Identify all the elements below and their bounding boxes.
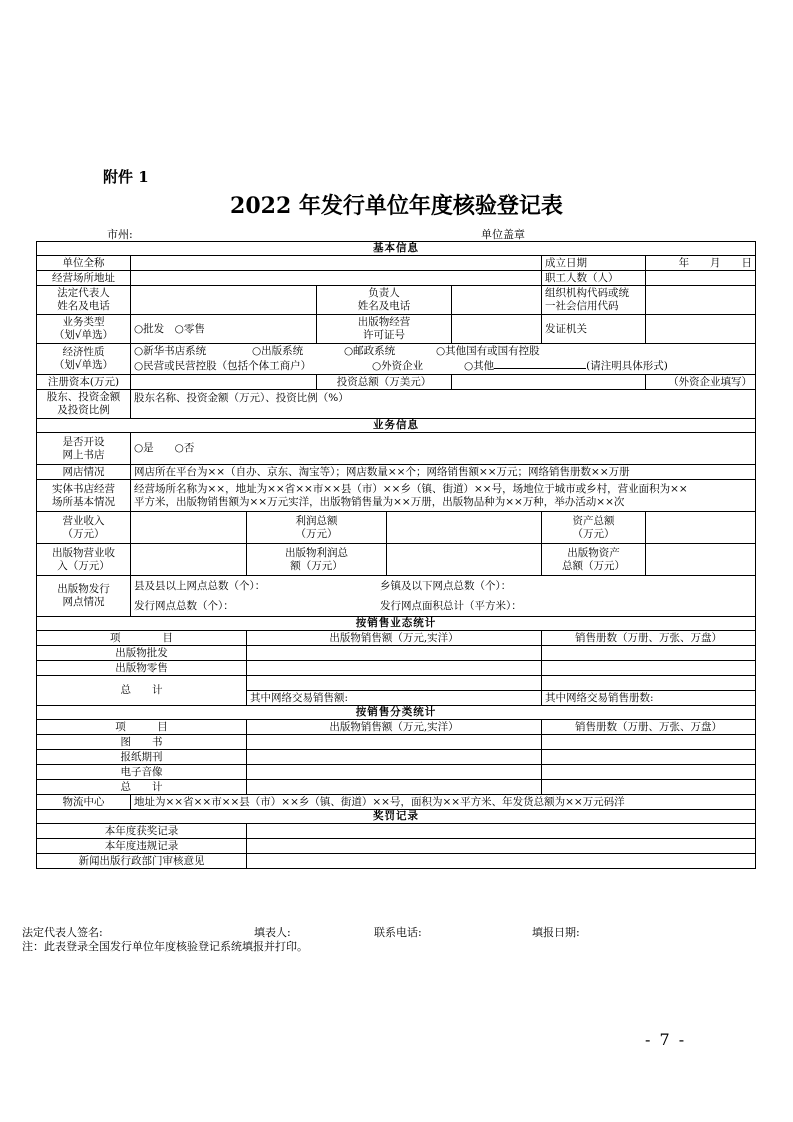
- invest-total-field[interactable]: [452, 375, 646, 390]
- format-retail-volume[interactable]: [542, 661, 756, 676]
- review-label: 新闻出版行政部门审核意见: [37, 854, 247, 869]
- econ-option-xinhua[interactable]: ○新华书店系统: [134, 345, 207, 357]
- pub-profit-field[interactable]: [387, 544, 542, 576]
- org-code-field[interactable]: [646, 286, 756, 315]
- category-books-amount[interactable]: [247, 735, 542, 750]
- econ-other-blank[interactable]: [494, 358, 586, 369]
- format-online-volume[interactable]: 其中网络交易销售册数:: [542, 691, 756, 706]
- category-volume-header: 销售册数（万册、万张、万盘）: [542, 720, 756, 735]
- revenue-field[interactable]: [131, 512, 247, 544]
- econ-option-state[interactable]: ○其他国有或国有控股: [436, 345, 540, 357]
- manager-field[interactable]: [452, 286, 542, 315]
- wholesale-radio[interactable]: ○批发: [134, 322, 165, 335]
- physical-store-field[interactable]: 经营场所名称为××，地址为××省××市××县（市）××乡（镇、街道）××号，场地位于城市或乡村，营业面积为×× 平方米，出版物销售额为××万元实洋，出版物销售量为××万册，出版物品种为××万种，举办活动××次: [131, 480, 756, 512]
- category-row-periodicals: 报纸期刊: [37, 750, 247, 765]
- issuer-field[interactable]: [646, 315, 756, 344]
- section-sales-format: 按销售业态统计: [37, 617, 756, 631]
- invest-total-label: 投资总额（万美元）: [317, 375, 452, 390]
- shareholders-field[interactable]: 股东名称、投资金额（万元）、投资比例（%）: [131, 390, 756, 419]
- format-wholesale-amount[interactable]: [247, 646, 542, 661]
- legal-sign-label: 法定代表人签名:: [22, 926, 103, 939]
- section-sales-category: 按销售分类统计: [37, 706, 756, 720]
- outlets-label: 出版物发行 网点情况: [37, 576, 131, 617]
- format-row-wholesale: 出版物批发: [37, 646, 247, 661]
- category-av-amount[interactable]: [247, 765, 542, 780]
- online-status-field[interactable]: 网店所在平台为××（自办、京东、淘宝等）；网店数量××个；网络销售额××万元；网络销售册数××万册: [131, 465, 756, 480]
- form-title: 2022 年发行单位年度核验登记表: [230, 193, 563, 219]
- profit-label: 利润总额 （万元）: [247, 512, 387, 544]
- physical-store-label: 实体书店经营 场所基本情况: [37, 480, 131, 512]
- online-store-label: 是否开设 网上书店: [37, 433, 131, 465]
- category-row-av: 电子音像: [37, 765, 247, 780]
- econ-option-private[interactable]: ○民营或民营控股（包括个体工商户）: [134, 360, 312, 372]
- biz-type-options[interactable]: [131, 315, 317, 344]
- license-field[interactable]: [452, 315, 542, 344]
- format-item-header: 项 目: [37, 631, 247, 646]
- section-basic: 基本信息: [37, 242, 756, 256]
- category-books-volume[interactable]: [542, 735, 756, 750]
- outlets-total-field[interactable]: 发行网点总数（个）：: [134, 599, 234, 612]
- section-business: 业务信息: [37, 419, 756, 433]
- category-item-header: 项 目: [37, 720, 247, 735]
- category-amount-header: 出版物销售额（万元,实洋）: [247, 720, 542, 735]
- category-row-total: 总 计: [37, 780, 247, 795]
- org-code-label: 组织机构代码或统 一社会信用代码: [542, 286, 646, 315]
- econ-nature-options[interactable]: [131, 344, 756, 375]
- founded-date-field[interactable]: 年 月 日: [646, 256, 756, 271]
- pub-revenue-field[interactable]: [131, 544, 247, 576]
- econ-option-publishing[interactable]: ○出版系统: [252, 345, 304, 357]
- econ-option-foreign[interactable]: ○外资企业: [372, 360, 424, 372]
- category-row-books: 图 书: [37, 735, 247, 750]
- online-no-radio[interactable]: ○否: [174, 442, 195, 454]
- category-av-volume[interactable]: [542, 765, 756, 780]
- violations-field[interactable]: [247, 839, 756, 854]
- unit-name-label: 单位全称: [37, 256, 131, 271]
- registration-form: [36, 241, 755, 922]
- founded-date-label: 成立日期: [542, 256, 646, 271]
- phone-label: 联系电话:: [374, 926, 422, 939]
- econ-nature-label: 经济性质 （划√单选）: [37, 344, 131, 375]
- address-label: 经营场所地址: [37, 271, 131, 286]
- retail-radio[interactable]: ○零售: [174, 322, 205, 335]
- category-total-volume[interactable]: [542, 780, 756, 795]
- county-outlets-field[interactable]: 县及县以上网点总数（个）：: [134, 579, 266, 592]
- format-volume-header: 销售册数（万册、万张、万盘）: [542, 631, 756, 646]
- issuer-label: 发证机关: [542, 315, 646, 344]
- outlets-row-2[interactable]: [131, 597, 756, 617]
- econ-option-postal[interactable]: ○邮政系统: [344, 345, 396, 357]
- pub-assets-field[interactable]: [646, 544, 756, 576]
- pub-revenue-label: 出版物营业收 入（万元）: [37, 544, 131, 576]
- revenue-label: 营业收入 （万元）: [37, 512, 131, 544]
- legal-rep-label: 法定代表人 姓名及电话: [37, 286, 131, 315]
- awards-field[interactable]: [247, 824, 756, 839]
- violations-label: 本年度违规记录: [37, 839, 247, 854]
- awards-label: 本年度获奖记录: [37, 824, 247, 839]
- seal-label: 单位盖章: [481, 228, 525, 241]
- staff-count-field[interactable]: [646, 271, 756, 286]
- format-online-amount[interactable]: 其中网络交易销售额:: [247, 691, 542, 706]
- online-status-label: 网店情况: [37, 465, 131, 480]
- staff-count-label: 职工人数（人）: [542, 271, 646, 286]
- online-store-options[interactable]: [131, 433, 756, 465]
- category-periodicals-amount[interactable]: [247, 750, 542, 765]
- outlets-area-field[interactable]: 发行网点面积总计（平方米）：: [380, 599, 522, 612]
- category-periodicals-volume[interactable]: [542, 750, 756, 765]
- econ-other-note: (请注明具体形式): [586, 360, 668, 372]
- shareholders-label: 股东、投资金额 及投资比例: [37, 390, 131, 419]
- city-label: 市州:: [107, 228, 133, 241]
- logistics-field[interactable]: 地址为××省××市××县（市）××乡（镇、街道）××号，面积为××平方米、年发货总额为××万元码洋: [131, 795, 756, 810]
- attachment-label: 附件 1: [103, 168, 149, 186]
- assets-field[interactable]: [646, 512, 756, 544]
- footnote: 注：此表登录全国发行单位年度核验登记系统填报并打印。: [22, 940, 308, 953]
- format-wholesale-volume[interactable]: [542, 646, 756, 661]
- reg-capital-field[interactable]: [131, 375, 317, 390]
- biz-type-label: 业务类型 （划√单选）: [37, 315, 131, 344]
- profit-field[interactable]: [387, 512, 542, 544]
- format-total-volume[interactable]: [542, 676, 756, 691]
- license-label: 出版物经营 许可证号: [317, 315, 452, 344]
- pub-profit-label: 出版物利润总 额（万元）: [247, 544, 387, 576]
- fill-date-label: 填报日期:: [532, 926, 580, 939]
- format-amount-header: 出版物销售额（万元,实洋）: [247, 631, 542, 646]
- manager-label: 负责人 姓名及电话: [317, 286, 452, 315]
- review-field[interactable]: [247, 854, 756, 869]
- section-rewards: 奖罚记录: [37, 810, 756, 824]
- page-number: - 7 -: [645, 1030, 687, 1049]
- online-yes-radio[interactable]: ○是: [134, 442, 154, 454]
- format-row-total: 总 计: [37, 676, 247, 706]
- pub-assets-label: 出版物资产 总额（万元）: [542, 544, 646, 576]
- outlets-row-1[interactable]: [131, 576, 756, 597]
- logistics-label: 物流中心: [37, 795, 131, 810]
- foreign-note: （外资企业填写）: [646, 375, 756, 390]
- category-total-amount[interactable]: [247, 780, 542, 795]
- reg-capital-label: 注册资本(万元): [37, 375, 131, 390]
- unit-name-field[interactable]: [131, 256, 542, 271]
- format-total-amount[interactable]: [247, 676, 542, 691]
- filler-label: 填表人:: [254, 926, 291, 939]
- econ-option-other[interactable]: ○其他: [464, 360, 495, 372]
- assets-label: 资产总额 （万元）: [542, 512, 646, 544]
- town-outlets-field[interactable]: 乡镇及以下网点总数（个）：: [380, 579, 512, 592]
- address-field[interactable]: [131, 271, 542, 286]
- legal-rep-field[interactable]: [131, 286, 317, 315]
- format-row-retail: 出版物零售: [37, 661, 247, 676]
- format-retail-amount[interactable]: [247, 661, 542, 676]
